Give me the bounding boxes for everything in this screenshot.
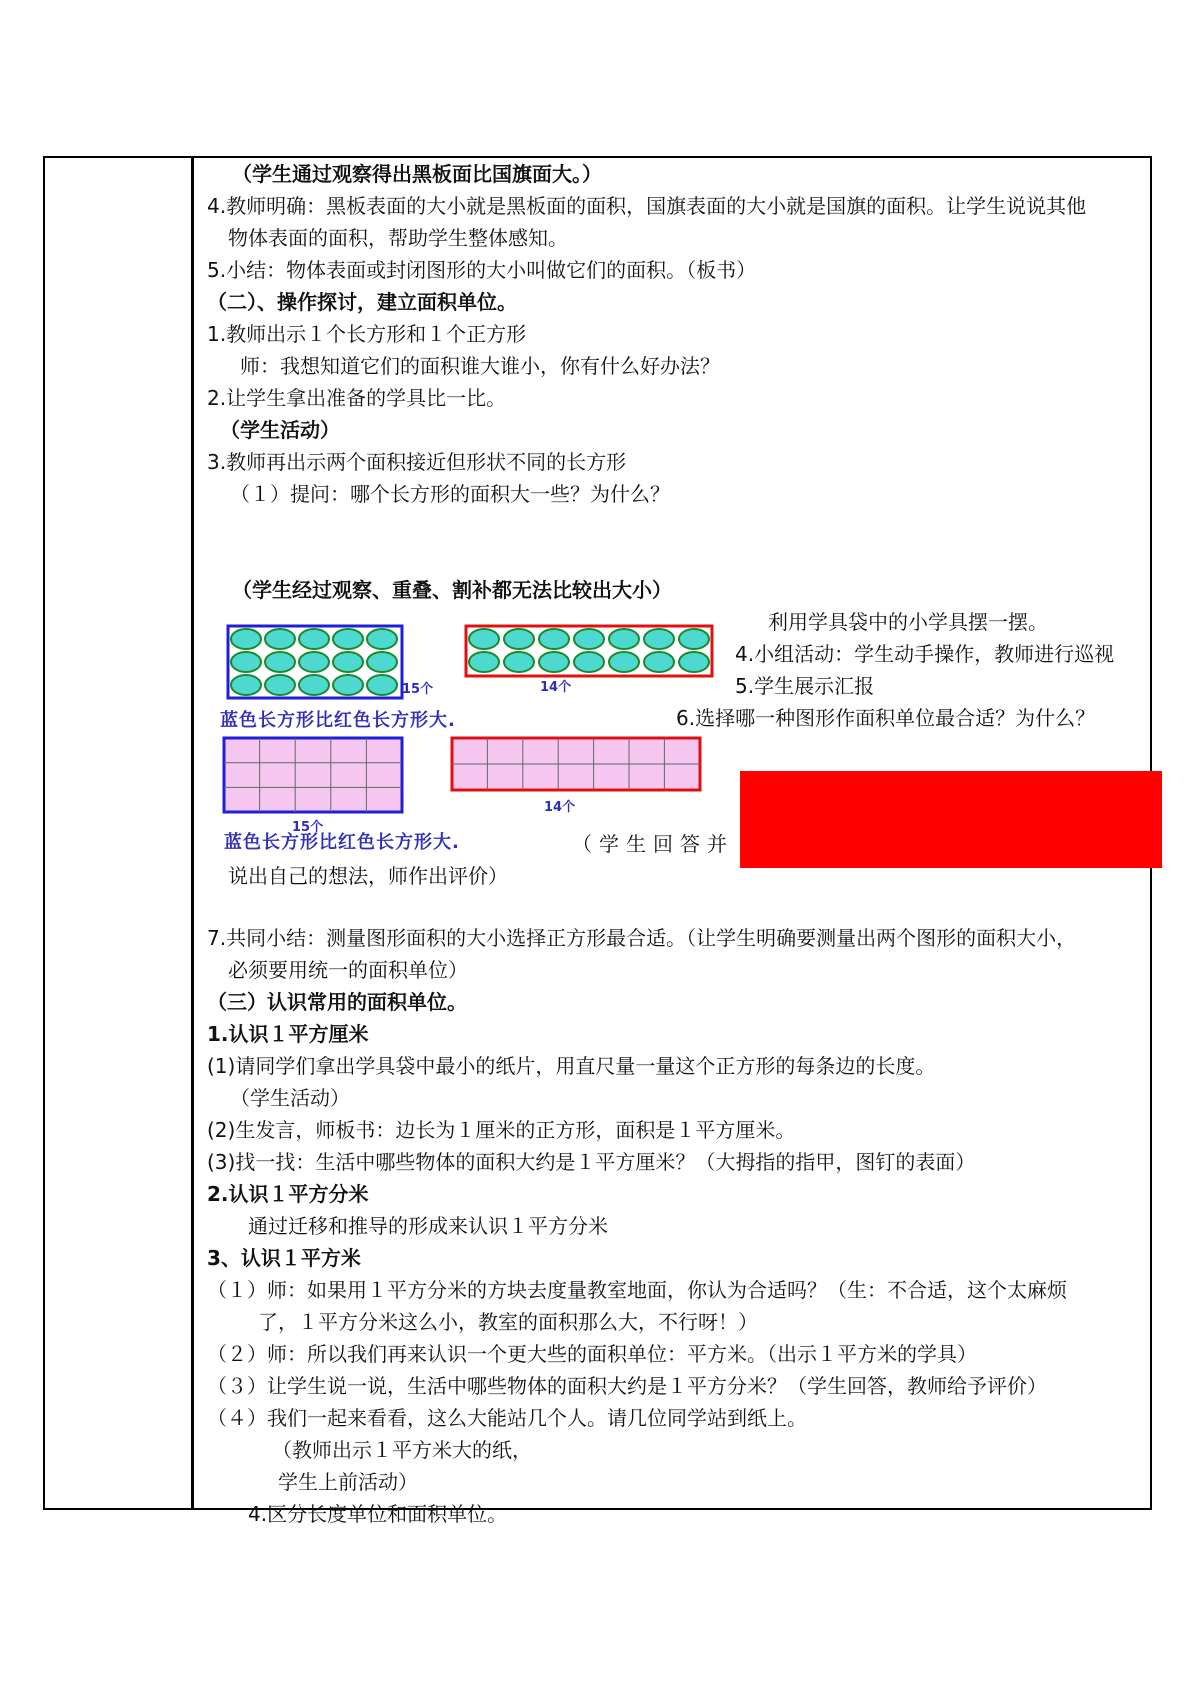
text-line: （３）让学生说一说，生活中哪些物体的面积大约是１平方分米？（学生回答，教师给予评价）	[207, 1374, 1047, 1398]
subheading: 3、认识１平方米	[207, 1246, 361, 1270]
circle-unit	[367, 675, 397, 695]
text-line: 6.选择哪一种图形作面积单位最合适？为什么？	[676, 706, 1096, 730]
count-label: 15个	[402, 682, 434, 697]
text-line: 学生上前活动）	[278, 1470, 418, 1494]
text-line: 3.教师再出示两个面积接近但形状不同的长方形	[207, 450, 627, 474]
text-line: （学生活动）	[220, 418, 340, 442]
circle-unit	[333, 629, 363, 649]
text-line: 4.区分长度单位和面积单位。	[248, 1502, 508, 1526]
red-block	[740, 771, 1162, 868]
count-label: 15个	[292, 820, 324, 835]
text-line: （学生活动）	[230, 1086, 350, 1110]
circle-unit	[231, 675, 261, 695]
subheading: 2.认识１平方分米	[207, 1182, 369, 1206]
text-line: 5.学生展示汇报	[735, 674, 875, 698]
text-line: （２）师：所以我们再来认识一个更大些的面积单位：平方米。（出示１平方米的学具）	[207, 1342, 977, 1366]
text-line: 2.让学生拿出准备的学具比一比。	[207, 386, 507, 410]
circle-unit	[265, 629, 295, 649]
circle-unit	[333, 675, 363, 695]
circle-unit	[644, 652, 674, 672]
circle-unit	[679, 652, 709, 672]
text-line: 7.共同小结：测量图形面积的大小选择正方形最合适。（让学生明确要测量出两个图形的面积大小，	[207, 926, 1077, 950]
circle-unit	[574, 652, 604, 672]
circle-unit	[231, 652, 261, 672]
circle-unit	[539, 652, 569, 672]
circle-unit	[539, 629, 569, 649]
count-label: 14个	[540, 680, 572, 695]
text-line: （１）提问：哪个长方形的面积大一些？为什么？	[230, 482, 670, 506]
text-line: （教师出示１平方米大的纸，	[272, 1438, 532, 1462]
count-label: 14个	[544, 800, 576, 815]
section-heading: （三）认识常用的面积单位。	[207, 990, 467, 1014]
figure-caption: 蓝色长方形比红色长方形大.	[224, 832, 460, 853]
text-line: (2)生发言，师板书：边长为１厘米的正方形，面积是１平方厘米。	[207, 1118, 796, 1142]
circle-unit	[644, 629, 674, 649]
text-line: （１）师：如果用１平方分米的方块去度量教室地面，你认为合适吗？（生：不合适，这个太麻烦	[207, 1278, 1067, 1302]
circle-unit	[299, 629, 329, 649]
text-line: （学生回答并	[572, 832, 734, 856]
circle-unit	[299, 652, 329, 672]
text-line: (3)找一找：生活中哪些物体的面积大约是１平方厘米？（大拇指的指甲，图钉的表面）	[207, 1150, 976, 1174]
circle-unit	[469, 629, 499, 649]
figure-grids	[222, 736, 702, 816]
text-line: 说出自己的想法，师作出评价）	[228, 864, 508, 888]
circle-unit	[609, 629, 639, 649]
column-divider	[191, 156, 194, 1510]
figure-circles	[226, 624, 726, 714]
circle-unit	[367, 652, 397, 672]
circle-unit	[504, 629, 534, 649]
text-line: 5.小结：物体表面或封闭图形的大小叫做它们的面积。（板书）	[207, 258, 757, 282]
circle-unit	[367, 629, 397, 649]
circle-unit	[679, 629, 709, 649]
circle-unit	[333, 652, 363, 672]
circle-unit	[574, 629, 604, 649]
section-heading: （二）、操作探讨，建立面积单位。	[207, 290, 517, 314]
circle-unit	[265, 675, 295, 695]
circle-unit	[299, 675, 329, 695]
text-line: （学生通过观察得出黑板面比国旗面大。）	[232, 162, 602, 186]
circle-unit	[504, 652, 534, 672]
subheading: 1.认识１平方厘米	[207, 1022, 369, 1046]
text-line: 4.小组活动：学生动手操作，教师进行巡视	[735, 642, 1115, 666]
text-line: 必须要用统一的面积单位）	[228, 958, 468, 982]
figure-caption: 蓝色长方形比红色长方形大.	[220, 710, 456, 731]
text-line: 师：我想知道它们的面积谁大谁小，你有什么好办法？	[240, 354, 720, 378]
text-line: 通过迁移和推导的形成来认识１平方分米	[248, 1214, 608, 1238]
text-line: (1)请同学们拿出学具袋中最小的纸片，用直尺量一量这个正方形的每条边的长度。	[207, 1054, 936, 1078]
text-line: 4.教师明确：黑板表面的大小就是黑板面的面积，国旗表面的大小就是国旗的面积。让学生说说其他	[207, 194, 1087, 218]
circle-unit	[609, 652, 639, 672]
circle-unit	[231, 629, 261, 649]
circle-unit	[469, 652, 499, 672]
text-line: 1.教师出示１个长方形和１个正方形	[207, 322, 527, 346]
text-line: （学生经过观察、重叠、割补都无法比较出大小）	[232, 578, 672, 602]
text-line: 物体表面的面积，帮助学生整体感知。	[228, 226, 568, 250]
text-line: （４）我们一起来看看，这么大能站几个人。请几位同学站到纸上。	[207, 1406, 807, 1430]
text-line: 了，１平方分米这么小，教室的面积那么大，不行呀！）	[258, 1310, 758, 1334]
text-line: 利用学具袋中的小学具摆一摆。	[768, 610, 1048, 634]
circle-unit	[265, 652, 295, 672]
